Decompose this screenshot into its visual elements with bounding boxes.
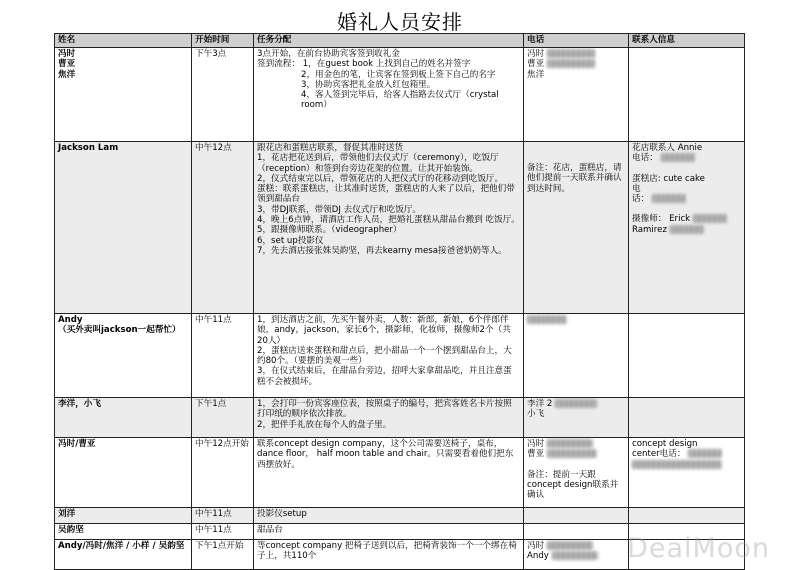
start-time: 下午1点 bbox=[195, 399, 227, 409]
task-line: 投影仪setup bbox=[257, 509, 307, 519]
cell-phone bbox=[524, 314, 629, 398]
cell-start-time bbox=[192, 540, 254, 570]
person-name: Jackson Lam bbox=[58, 143, 119, 153]
cell-name bbox=[55, 48, 192, 142]
person-name: 李洋，小飞 bbox=[58, 399, 101, 409]
cell-start-time bbox=[192, 508, 254, 524]
redacted-phone bbox=[527, 315, 567, 324]
contact-line: concept design bbox=[632, 439, 698, 449]
phone-line: 冯时 bbox=[527, 439, 625, 449]
redacted-phone bbox=[652, 194, 686, 203]
task-line: 2，仪式结束完以后，带领花店的人把仪式厅的花移动到吃饭厅。 bbox=[257, 173, 504, 184]
cell-start-time bbox=[192, 314, 254, 398]
task-line: 跟花店和蛋糕店联系，督促其准时送货 bbox=[257, 143, 404, 153]
table-body bbox=[55, 48, 745, 570]
person-name: 刘洋 bbox=[58, 509, 76, 519]
contact-line: center电话： bbox=[632, 449, 741, 459]
table-row bbox=[55, 398, 745, 438]
task-line: 1，到达酒店之前，先买午餐外卖，人数：新郎，新娘，6个伴郎伴娘，andy，jackson，家长6个，摄影师，化妆师，摄像师2个（共20人） bbox=[257, 315, 511, 346]
task-line: 2，蛋糕店送来蛋糕和甜点后，把小甜品一个一个摆到甜品台上，大约80个。（要摆的美观一些） bbox=[257, 345, 512, 367]
redacted-phone bbox=[547, 541, 593, 550]
cell-start-time bbox=[192, 438, 254, 508]
person-name: Andy/冯时/焦洋 / 小样 / 吴韵坚 bbox=[58, 541, 185, 551]
task-line: 2，用金色的笔，让宾客在签到板上签下自己的名字 bbox=[301, 69, 496, 80]
table-row bbox=[55, 438, 745, 508]
header-contact: 联系人信息 bbox=[629, 34, 745, 48]
contact-line: 花店联系人 Annie bbox=[632, 143, 703, 153]
person-name: 冯时 bbox=[58, 49, 76, 59]
cell-name bbox=[55, 438, 192, 508]
task-line: 5，跟摄像师联系。（videographer） bbox=[257, 225, 402, 236]
start-time: 中午11点 bbox=[195, 509, 232, 519]
contact-line: Ramirez bbox=[632, 225, 741, 235]
task-line: 3，协助宾客把礼金放入红包箱里。 bbox=[301, 79, 436, 90]
task-line: 4，晚上6点钟，请酒店工作人员，把婚礼蛋糕从甜品台搬到 吃饭厅。 bbox=[257, 215, 520, 226]
cell-phone bbox=[524, 438, 629, 508]
phone-line: 小飞 bbox=[527, 409, 545, 420]
cell-name bbox=[55, 314, 192, 398]
cell-contact bbox=[629, 398, 745, 438]
contact-line: 电 bbox=[632, 183, 641, 194]
task-line: 联系concept design company，这个公司需要送椅子，桌布，dance floor， half moon table and chair。只需要看着他们把东西摆放好。 bbox=[257, 439, 514, 470]
cell-phone bbox=[524, 508, 629, 524]
cell-tasks bbox=[254, 438, 524, 508]
cell-start-time bbox=[192, 48, 254, 142]
cell-phone bbox=[524, 142, 629, 314]
start-time: 中午12点 bbox=[195, 143, 232, 153]
task-line: 3，带DJ联系，带领DJ 去仪式厅和吃饭厅。 bbox=[257, 204, 422, 215]
redacted-phone bbox=[552, 551, 598, 560]
redacted-phone bbox=[555, 399, 597, 408]
redacted-phone bbox=[693, 214, 727, 223]
start-time: 下午3点 bbox=[195, 49, 227, 59]
person-name: 冯时/曹亚 bbox=[58, 439, 96, 449]
cell-tasks bbox=[254, 48, 524, 142]
redacted-phone bbox=[547, 59, 595, 68]
task-line: 签到流程： 1，在guest book 上找到自己的姓名并签字 bbox=[257, 59, 471, 70]
person-name: 焦洋 bbox=[58, 69, 76, 80]
header-tasks: 任务分配 bbox=[254, 34, 524, 48]
redacted-phone bbox=[547, 49, 595, 58]
person-name: （买外卖叫jackson一起帮忙） bbox=[58, 325, 181, 336]
cell-contact bbox=[629, 508, 745, 524]
contact-line: 蛋糕店: cute cake bbox=[632, 173, 705, 184]
contact-line: 电话： bbox=[632, 153, 741, 163]
start-time: 中午11点 bbox=[195, 315, 232, 325]
task-line: 7，先去酒店接张姝吴韵坚，再去kearny mesa接爸爸奶奶等人。 bbox=[257, 245, 507, 256]
cell-phone bbox=[524, 48, 629, 142]
cell-phone bbox=[524, 540, 629, 570]
phone-line: 李洋 2 bbox=[527, 399, 625, 409]
cell-name bbox=[55, 524, 192, 540]
cell-tasks bbox=[254, 314, 524, 398]
task-line: 蛋糕：联系蛋糕店，让其准时送货，蛋糕店的人来了以后，把他们带领到甜品台 bbox=[257, 184, 515, 205]
cell-tasks bbox=[254, 398, 524, 438]
task-line: 2，把伴手礼放在每个人的盘子里。 bbox=[257, 419, 392, 430]
redacted-phone bbox=[688, 449, 722, 458]
task-line: 3，在仪式结束后，在甜品台旁边，招呼大家拿甜品吃，并且注意蛋糕不会被损坏。 bbox=[257, 366, 512, 387]
redacted-phone bbox=[547, 439, 593, 448]
table-row bbox=[55, 314, 745, 398]
phone-line: Andy bbox=[527, 551, 625, 561]
person-name: Andy bbox=[58, 315, 83, 325]
redacted-phone bbox=[670, 225, 704, 234]
start-time: 中午11点 bbox=[195, 525, 232, 535]
cell-contact bbox=[629, 314, 745, 398]
cell-tasks bbox=[254, 524, 524, 540]
redacted-phone bbox=[547, 449, 597, 458]
cell-tasks bbox=[254, 142, 524, 314]
cell-tasks bbox=[254, 540, 524, 570]
contact-line: 摄像师： Erick bbox=[632, 214, 741, 224]
redacted-phone bbox=[632, 460, 722, 469]
task-line: 4，客人签到完毕后，给客人指路去仪式厅（crystal room） bbox=[301, 90, 499, 111]
phone-line: 曹亚 bbox=[527, 449, 625, 459]
redacted-phone bbox=[661, 153, 695, 162]
cell-start-time bbox=[192, 398, 254, 438]
task-line: 6，set up投影仪 bbox=[257, 235, 324, 246]
task-line: 甜品台 bbox=[257, 525, 283, 535]
phone-line: 焦洋 bbox=[527, 69, 545, 80]
phone-line: 冯时 bbox=[527, 541, 625, 551]
cell-contact bbox=[629, 438, 745, 508]
header-phone: 电话 bbox=[524, 34, 629, 48]
table-row bbox=[55, 508, 745, 524]
cell-start-time bbox=[192, 142, 254, 314]
person-name: 曹亚 bbox=[58, 59, 76, 70]
phone-line: 备注：提前一天跟concept design联系并确认 bbox=[527, 469, 619, 501]
table-row bbox=[55, 48, 745, 142]
start-time: 下午1点开始 bbox=[195, 541, 244, 551]
cell-phone bbox=[524, 398, 629, 438]
cell-name bbox=[55, 540, 192, 570]
cell-contact bbox=[629, 48, 745, 142]
phone-line: 曹亚 bbox=[527, 59, 625, 69]
contact-line: 话： bbox=[632, 194, 741, 204]
cell-phone bbox=[524, 524, 629, 540]
cell-name bbox=[55, 142, 192, 314]
task-line: 1，会打印一份宾客座位表，按照桌子的编号，把宾客姓名卡片按照打印纸的顺序依次排放。 bbox=[257, 399, 512, 420]
phone-line: 冯时 bbox=[527, 49, 625, 59]
cell-name bbox=[55, 508, 192, 524]
header-start-time: 开始时间 bbox=[192, 34, 254, 48]
page-title: 婚礼人员安排 bbox=[337, 10, 463, 34]
task-line: 等concept company 把椅子送到以后，把椅背装饰一个一个绑在椅子上，共110个 bbox=[257, 541, 517, 562]
task-line: 3点开始，在前台协助宾客签到收礼金 bbox=[257, 49, 400, 59]
person-name: 吴韵坚 bbox=[58, 525, 84, 535]
watermark: DealMoon bbox=[627, 533, 770, 564]
cell-tasks bbox=[254, 508, 524, 524]
schedule-table bbox=[54, 33, 745, 570]
table-row bbox=[55, 142, 745, 314]
task-line: 1，花店把花送到后，带领他们去仪式厅（ceremony），吃饭厅（reception）和签到台旁边花架的位置。让其开始装饰。 bbox=[257, 153, 499, 174]
table-header-row bbox=[55, 34, 745, 48]
cell-contact bbox=[629, 142, 745, 314]
start-time: 中午12点开始 bbox=[195, 439, 249, 449]
phone-line: 备注：花店，蛋糕店，请他们提前一天联系并确认到达时间。 bbox=[527, 163, 622, 194]
header-name: 姓名 bbox=[55, 34, 192, 48]
cell-start-time bbox=[192, 524, 254, 540]
cell-name bbox=[55, 398, 192, 438]
